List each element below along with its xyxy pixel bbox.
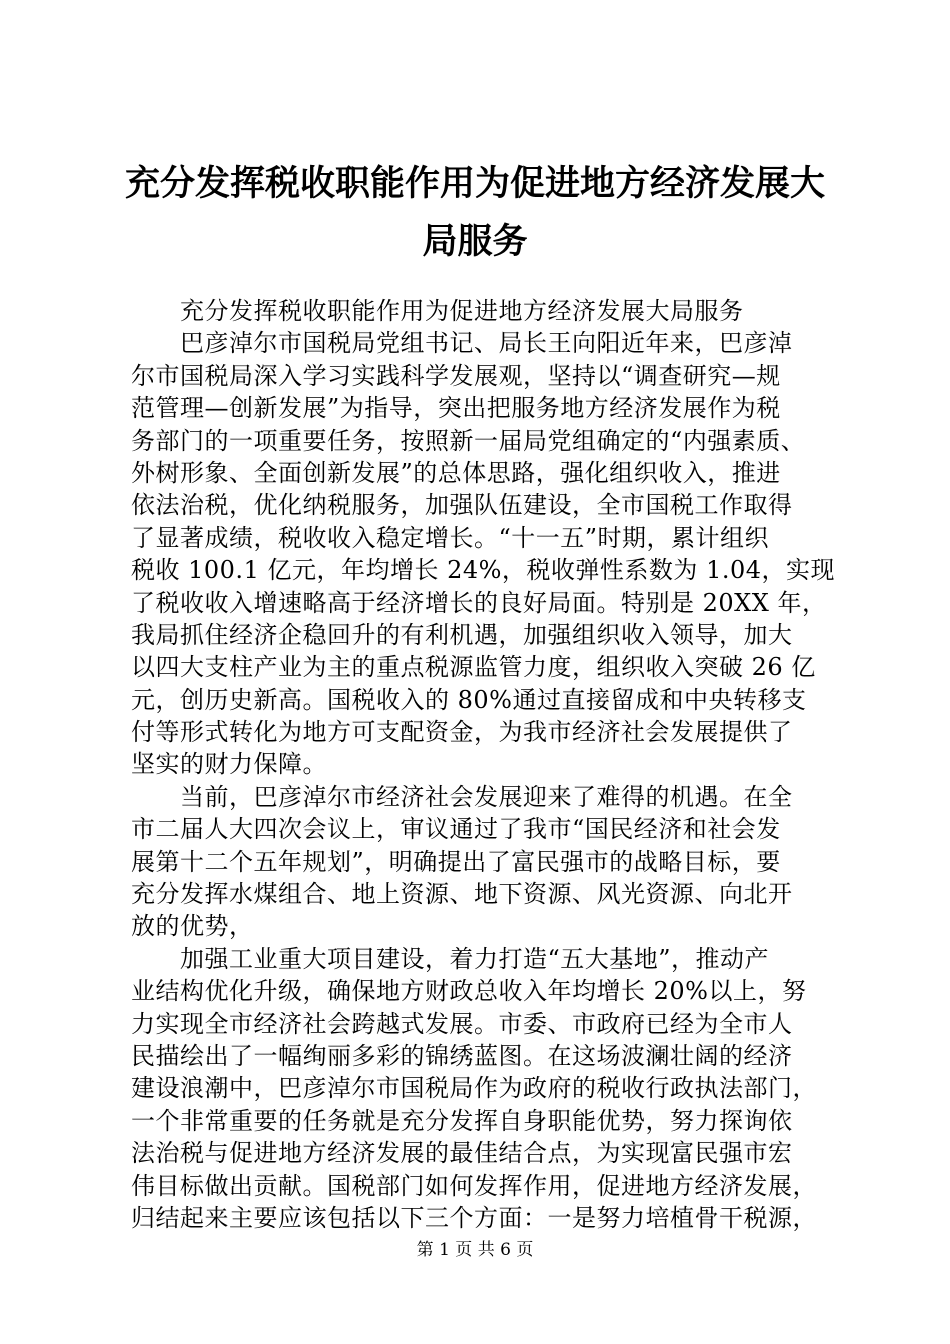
body-line: 税收 100.1 亿元，年均增长 24%，税收弹性系数为 1.04，实现 [131,556,836,585]
body-line: 务部门的一项重要任务，按照新一届局党组确定的“内强素质、 [131,426,806,455]
body-line: 付等形式转化为地方可支配资金，为我市经济社会发展提供了 [131,718,793,747]
body-line: 力实现全市经济社会跨越式发展。市委、市政府已经为全市人 [131,1009,793,1038]
body-line: 了显著成绩，税收收入稳定增长。“十一五”时期，累计组织 [131,523,770,552]
body-line: 充分发挥税收职能作用为促进地方经济发展大局服务 [180,297,744,325]
body-line: 法治税与促进地方经济发展的最佳结合点，为实现富民强市宏 [131,1139,793,1168]
body-line: 尔市国税局深入学习实践科学发展观，坚持以“调查研究—规 [131,361,781,390]
body-line: 建设浪潮中，巴彦淖尔市国税局作为政府的税收行政执法部门， [131,1074,817,1103]
body-line: 巴彦淖尔市国税局党组书记、局长王向阳近年来，巴彦淖 [180,329,793,358]
body-line: 我局抓住经济企稳回升的有利机遇，加强组织收入领导，加大 [131,620,793,649]
body-line: 民描绘出了一幅绚丽多彩的锦绣蓝图。在这场波澜壮阔的经济 [131,1041,793,1070]
body-line: 伟目标做出贡献。国税部门如何发挥作用，促进地方经济发展， [131,1171,817,1200]
body-line: 元，创历史新高。国税收入的 80%通过直接留成和中央转移支 [131,685,807,714]
body-line: 当前，巴彦淖尔市经济社会发展迎来了难得的机遇。在全 [180,782,793,811]
body-line: 了税收收入增速略高于经济增长的良好局面。特别是 20XX 年， [131,588,827,617]
body-line: 展第十二个五年规划”，明确提出了富民强市的战略目标，要 [131,847,781,876]
body-line: 坚实的财力保障。 [131,750,327,779]
body-line: 范管理—创新发展”为指导，突出把服务地方经济发展作为税 [131,394,781,423]
document-title-line-1: 充分发挥税收职能作用为促进地方经济发展大 [124,163,825,204]
body-line: 市二届人大四次会议上，审议通过了我市“国民经济和社会发 [131,815,781,844]
body-line: 放的优势， [131,912,254,941]
body-line: 加强工业重大项目建设，着力打造“五大基地”，推动产 [180,944,770,973]
body-line: 外树形象、全面创新发展”的总体思路，强化组织收入，推进 [131,458,781,487]
document-title-line-2: 局服务 [422,221,528,262]
body-line: 业结构优化升级，确保地方财政总收入年均增长 20%以上，努 [131,977,807,1006]
body-line: 以四大支柱产业为主的重点税源监管力度，组织收入突破 26 亿 [131,653,816,682]
page-footer: 第 1 页 共 6 页 [416,1240,534,1260]
body-line: 一个非常重要的任务就是充分发挥自身职能优势，努力探询依 [131,1106,793,1135]
body-line: 依法治税，优化纳税服务，加强队伍建设，全市国税工作取得 [131,491,793,520]
body-line: 归结起来主要应该包括以下三个方面：一是努力培植骨干税源， [131,1203,817,1232]
document-body [131,295,851,1234]
body-line: 充分发挥水煤组合、地上资源、地下资源、风光资源、向北开 [131,880,793,909]
